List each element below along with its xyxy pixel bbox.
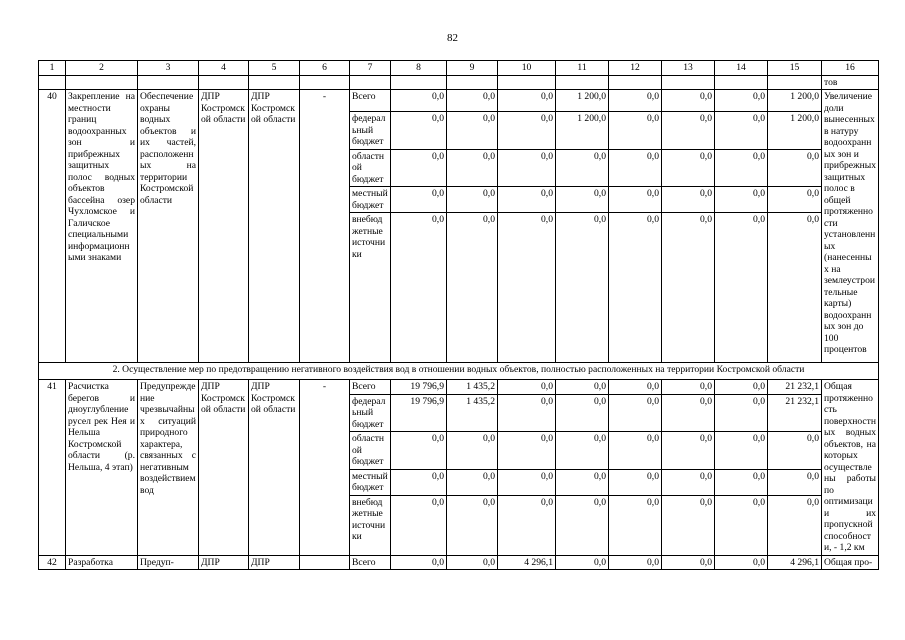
col-num: 15 <box>768 61 822 76</box>
value-cell: 0,0 <box>662 187 715 213</box>
col-num: 3 <box>138 61 199 76</box>
value-cell: 0,0 <box>715 149 768 187</box>
value-cell: 0,0 <box>447 90 498 112</box>
row-number: 41 <box>39 380 66 556</box>
value-cell: 0,0 <box>768 469 822 495</box>
col-num: 1 <box>39 61 66 76</box>
measure-goal: Предупреждение чрезвычайных ситуаций природного характера, связанных с негативным воздействием вод <box>138 380 199 556</box>
value-cell: 0,0 <box>609 90 662 112</box>
value-cell: 0,0 <box>768 187 822 213</box>
value-cell: 0,0 <box>662 90 715 112</box>
funding-source: внебюджетные источники <box>350 213 391 363</box>
value-cell: 0,0 <box>609 469 662 495</box>
dash-cell: - <box>300 380 350 556</box>
expected-result: Общая протяженность поверхностных водных объектов, на которых осуществлены работы по оптимизации их пропускной способности, - 1,2 км <box>822 380 879 556</box>
funding-source: федеральный бюджет <box>350 394 391 432</box>
funding-source: Всего <box>350 555 391 570</box>
value-cell: 0,0 <box>447 469 498 495</box>
value-cell: 0,0 <box>715 90 768 112</box>
value-cell: 0,0 <box>447 187 498 213</box>
value-cell: 0,0 <box>715 432 768 470</box>
col-num: 13 <box>662 61 715 76</box>
value-cell: 1 200,0 <box>556 112 609 150</box>
value-cell: 19 796,9 <box>391 380 447 395</box>
value-cell: 0,0 <box>498 90 556 112</box>
continuation-row <box>39 75 879 90</box>
value-cell: 0,0 <box>609 149 662 187</box>
value-cell: 0,0 <box>498 213 556 363</box>
value-cell: 0,0 <box>447 149 498 187</box>
value-cell: 0,0 <box>662 469 715 495</box>
value-cell: 0,0 <box>662 112 715 150</box>
col-num: 5 <box>249 61 300 76</box>
table-row <box>39 555 879 570</box>
funding-source: Всего <box>350 380 391 395</box>
value-cell: 0,0 <box>391 555 447 570</box>
value-cell: 0,0 <box>498 112 556 150</box>
value-cell: 0,0 <box>609 394 662 432</box>
value-cell: 0,0 <box>556 432 609 470</box>
value-cell: 1 435,2 <box>447 380 498 395</box>
value-cell: 0,0 <box>391 112 447 150</box>
value-cell: 0,0 <box>662 394 715 432</box>
dash-cell: - <box>300 90 350 363</box>
funding-source: внебюджетные источники <box>350 495 391 555</box>
funding-source: федеральный бюджет <box>350 112 391 150</box>
coexecutor: ДПР <box>249 555 300 570</box>
measure-goal: Обеспечение охраны водных объектов и их частей, расположенных на территории Костромской области <box>138 90 199 363</box>
section-title: 2. Осуществление мер по предотвращению негативного воздействия вод в отношении водных объектов, полностью расположенных на территории Костромской области <box>39 363 879 380</box>
measure-name: Разработка <box>66 555 138 570</box>
executor: ДПР Костромской области <box>199 380 249 556</box>
value-cell: 0,0 <box>768 213 822 363</box>
value-cell: 0,0 <box>498 495 556 555</box>
value-cell: 0,0 <box>556 495 609 555</box>
coexecutor: ДПР Костромской области <box>249 90 300 363</box>
value-cell: 0,0 <box>391 149 447 187</box>
row-number: 42 <box>39 555 66 570</box>
value-cell: 0,0 <box>498 149 556 187</box>
value-cell: 0,0 <box>556 380 609 395</box>
value-cell: 0,0 <box>498 380 556 395</box>
col-num: 9 <box>447 61 498 76</box>
value-cell: 1 200,0 <box>556 90 609 112</box>
funding-source: Всего <box>350 90 391 112</box>
value-cell: 0,0 <box>609 432 662 470</box>
table-row <box>39 380 879 395</box>
value-cell: 4 296,1 <box>498 555 556 570</box>
col-num: 2 <box>66 61 138 76</box>
value-cell: 0,0 <box>498 394 556 432</box>
value-cell: 0,0 <box>768 495 822 555</box>
column-number-row <box>39 61 879 76</box>
value-cell: 0,0 <box>662 149 715 187</box>
value-cell: 1 435,2 <box>447 394 498 432</box>
measure-goal: Предуп- <box>138 555 199 570</box>
value-cell: 1 200,0 <box>768 90 822 112</box>
value-cell: 0,0 <box>391 187 447 213</box>
funding-source: областной бюджет <box>350 149 391 187</box>
funding-source: местный бюджет <box>350 469 391 495</box>
col-num: 16 <box>822 61 879 76</box>
row-number: 40 <box>39 90 66 363</box>
value-cell: 0,0 <box>662 432 715 470</box>
value-cell: 0,0 <box>391 213 447 363</box>
value-cell: 0,0 <box>391 469 447 495</box>
value-cell: 0,0 <box>609 213 662 363</box>
value-cell: 0,0 <box>662 495 715 555</box>
value-cell: 0,0 <box>391 495 447 555</box>
measure-name: Закрепление на местности границ водоохранных зон и прибрежных защитных полос водных объектов бассейна озер Чухломское и Галичское специальными информационными знаками <box>66 90 138 363</box>
value-cell: 0,0 <box>662 213 715 363</box>
value-cell: 0,0 <box>556 394 609 432</box>
measure-name: Расчистка берегов и дноуглубление русел рек Нея и Нельша Костромской области (р. Нельша, 4 этап) <box>66 380 138 556</box>
expected-result: Общая про- <box>822 555 879 570</box>
value-cell: 0,0 <box>556 469 609 495</box>
value-cell: 0,0 <box>447 555 498 570</box>
value-cell: 0,0 <box>447 112 498 150</box>
value-cell: 0,0 <box>662 555 715 570</box>
col-num: 7 <box>350 61 391 76</box>
value-cell: 21 232,1 <box>768 380 822 395</box>
value-cell: 0,0 <box>556 187 609 213</box>
value-cell: 0,0 <box>715 469 768 495</box>
value-cell: 0,0 <box>556 555 609 570</box>
value-cell: 0,0 <box>715 555 768 570</box>
value-cell: 4 296,1 <box>768 555 822 570</box>
value-cell: 0,0 <box>768 149 822 187</box>
funding-source: областной бюджет <box>350 432 391 470</box>
value-cell: 0,0 <box>609 555 662 570</box>
funding-source: местный бюджет <box>350 187 391 213</box>
value-cell: 21 232,1 <box>768 394 822 432</box>
col-num: 4 <box>199 61 249 76</box>
value-cell: 0,0 <box>498 432 556 470</box>
value-cell: 0,0 <box>715 380 768 395</box>
value-cell: 0,0 <box>609 112 662 150</box>
value-cell: 0,0 <box>498 469 556 495</box>
value-cell: 0,0 <box>715 394 768 432</box>
value-cell: 0,0 <box>556 213 609 363</box>
value-cell: 0,0 <box>498 187 556 213</box>
page-number: 82 <box>447 32 458 44</box>
col-num: 6 <box>300 61 350 76</box>
continuation-text: тов <box>822 75 879 90</box>
value-cell: 0,0 <box>715 187 768 213</box>
coexecutor: ДПР Костромской области <box>249 380 300 556</box>
section-header-row <box>39 363 879 380</box>
value-cell: 0,0 <box>715 112 768 150</box>
col-num: 12 <box>609 61 662 76</box>
value-cell: 0,0 <box>447 495 498 555</box>
executor: ДПР Костромской области <box>199 90 249 363</box>
col-num: 11 <box>556 61 609 76</box>
executor: ДПР <box>199 555 249 570</box>
value-cell: 0,0 <box>556 149 609 187</box>
value-cell: 0,0 <box>715 213 768 363</box>
value-cell: 0,0 <box>391 432 447 470</box>
value-cell: 1 200,0 <box>768 112 822 150</box>
col-num: 8 <box>391 61 447 76</box>
value-cell: 0,0 <box>662 380 715 395</box>
col-num: 10 <box>498 61 556 76</box>
value-cell: 0,0 <box>447 432 498 470</box>
expected-result: Увеличение доли вынесенных в натуру водоохранных зон и прибрежных защитных полос в общей протяженности установленных (нанесенных на землеустроительные карты) водоохранных зон до 100 процентов <box>822 90 879 363</box>
value-cell: 19 796,9 <box>391 394 447 432</box>
value-cell: 0,0 <box>391 90 447 112</box>
table-row <box>39 90 879 112</box>
value-cell: 0,0 <box>768 432 822 470</box>
budget-table <box>38 60 879 570</box>
value-cell: 0,0 <box>447 213 498 363</box>
value-cell: 0,0 <box>609 495 662 555</box>
value-cell: 0,0 <box>715 495 768 555</box>
col-num: 14 <box>715 61 768 76</box>
value-cell: 0,0 <box>609 380 662 395</box>
value-cell: 0,0 <box>609 187 662 213</box>
